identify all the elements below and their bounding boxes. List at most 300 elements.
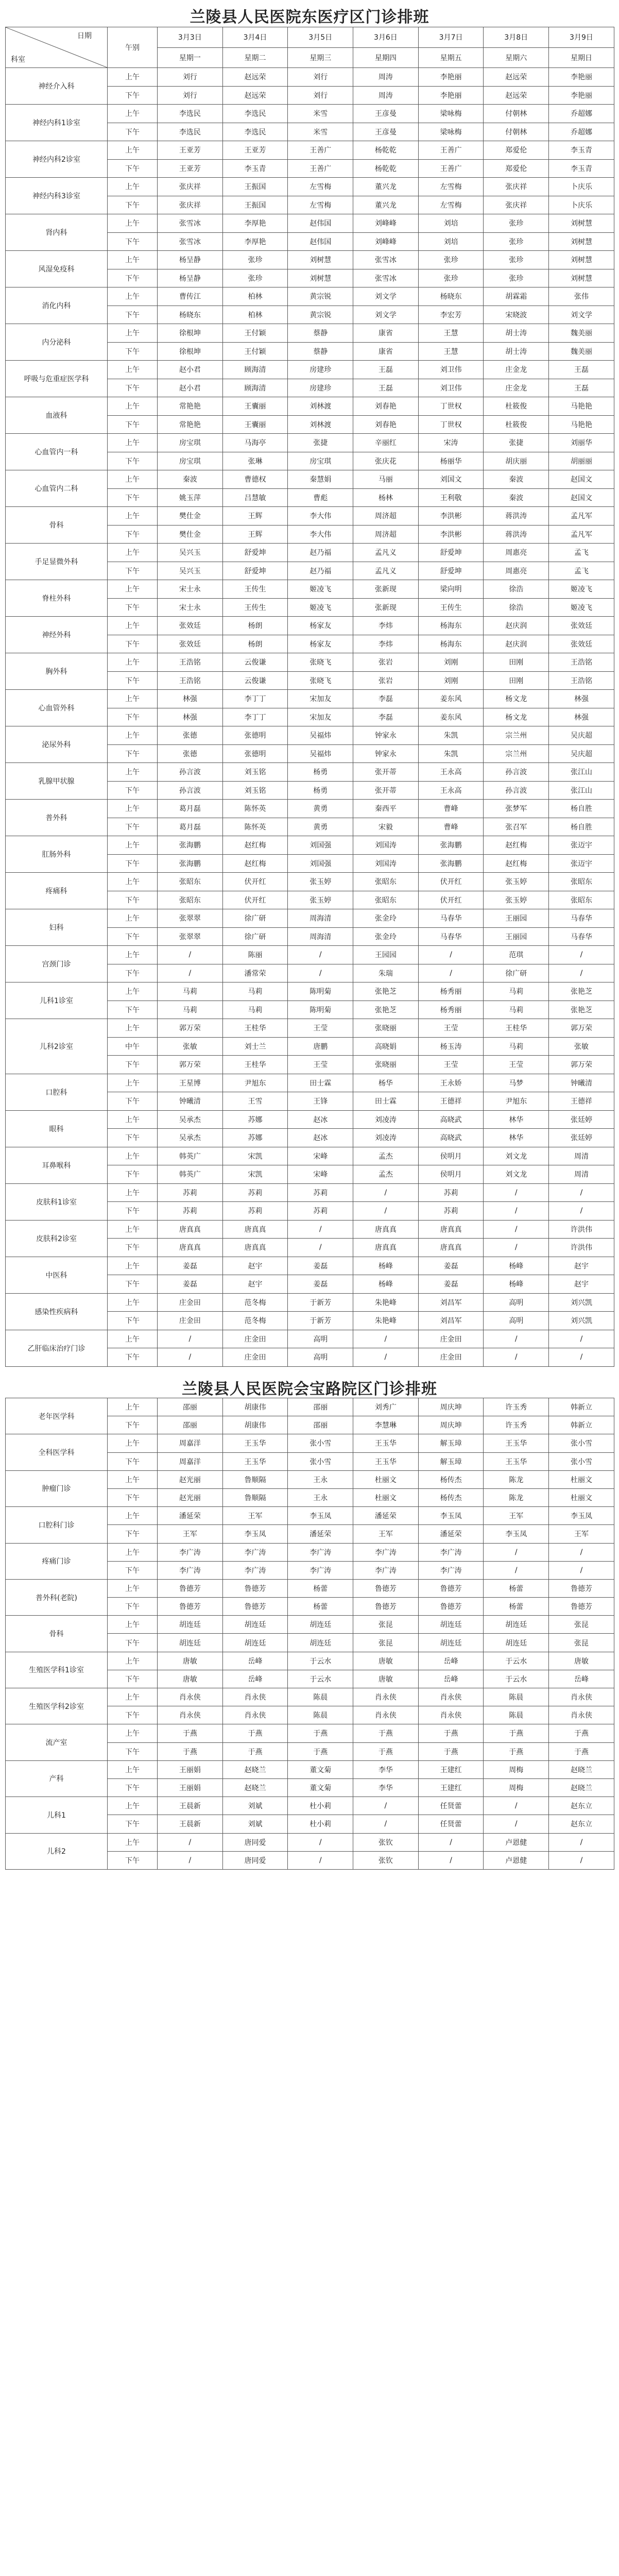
session-cell: 下午 [108, 818, 158, 836]
session-cell: 下午 [108, 306, 158, 324]
doctor-cell: 庄金田 [158, 1312, 223, 1330]
doctor-cell: 张捷 [288, 434, 353, 452]
session-cell: 下午 [108, 1452, 158, 1470]
doctor-cell: 岳峰 [222, 1652, 288, 1670]
table-row [6, 1688, 614, 1706]
doctor-cell: 王付颖 [222, 324, 288, 343]
doctor-cell: 邵丽 [158, 1398, 223, 1416]
doctor-cell: 杨海东 [418, 617, 484, 635]
doctor-cell: 赵晓兰 [549, 1778, 614, 1797]
doctor-cell: 马莉 [158, 1001, 223, 1019]
doctor-cell: 肖永侠 [418, 1688, 484, 1706]
doctor-cell: 王玉华 [353, 1452, 419, 1470]
doctor-cell: 刘国强 [288, 854, 353, 873]
doctor-cell: 秦慧娟 [288, 470, 353, 489]
doctor-cell: 于燕 [158, 1724, 223, 1742]
doctor-cell: 张珍 [484, 214, 549, 233]
doctor-cell: 左雪梅 [418, 178, 484, 196]
doctor-cell: 葛月磊 [158, 800, 223, 818]
doctor-cell: 徐广研 [484, 964, 549, 982]
doctor-cell: 苏莉 [418, 1202, 484, 1221]
doctor-cell: 肖永侠 [418, 1706, 484, 1724]
doctor-cell: 赵国文 [549, 470, 614, 489]
doctor-cell: 范琪 [484, 946, 549, 964]
session-cell: 中午 [108, 1037, 158, 1056]
doctor-cell: / [549, 1183, 614, 1202]
doctor-cell: 杨晓东 [158, 306, 223, 324]
doctor-cell: 康省 [353, 342, 419, 361]
doctor-cell: 胡连廷 [158, 1616, 223, 1634]
department-name: 心血管内二科 [6, 470, 108, 507]
doctor-cell: 朱凯 [418, 744, 484, 763]
doctor-cell: 宗兰州 [484, 744, 549, 763]
doctor-cell: 胡连廷 [222, 1634, 288, 1652]
doctor-cell: 王振国 [222, 178, 288, 196]
doctor-cell: 赵晓兰 [222, 1760, 288, 1778]
doctor-cell: 王玉华 [484, 1452, 549, 1470]
doctor-cell: 李厚艳 [222, 214, 288, 233]
doctor-cell: 于新芳 [288, 1312, 353, 1330]
doctor-cell: 王慧 [418, 324, 484, 343]
session-cell: 上午 [108, 544, 158, 562]
doctor-cell: 王亚芳 [158, 159, 223, 178]
doctor-cell: 吴承杰 [158, 1110, 223, 1129]
doctor-cell: 刘士兰 [222, 1037, 288, 1056]
doctor-cell: 姬凌飞 [288, 580, 353, 599]
doctor-cell: 宋涛 [418, 434, 484, 452]
table-row [6, 1147, 614, 1165]
doctor-cell: 刘峰峰 [353, 214, 419, 233]
doctor-cell: 王囊丽 [222, 415, 288, 434]
doctor-cell: 赵乃福 [288, 544, 353, 562]
department-name: 普外科(老院) [6, 1579, 108, 1615]
doctor-cell: 宋加友 [288, 690, 353, 708]
session-cell: 下午 [108, 1742, 158, 1760]
doctor-cell: 唐真真 [418, 1239, 484, 1257]
doctor-cell: 张海鹏 [418, 836, 484, 855]
doctor-cell: 杨秀丽 [418, 982, 484, 1001]
doctor-cell: 周梅 [484, 1760, 549, 1778]
table-row [6, 946, 614, 964]
doctor-cell: 韩英广 [158, 1147, 223, 1165]
doctor-cell: 肖永侠 [158, 1706, 223, 1724]
session-cell: 上午 [108, 1507, 158, 1525]
table-row [6, 324, 614, 343]
doctor-cell: 蔡静 [288, 342, 353, 361]
doctor-cell: 赵冰 [288, 1110, 353, 1129]
doctor-cell: 刘凌涛 [353, 1129, 419, 1147]
doctor-cell: 赵红梅 [222, 854, 288, 873]
doctor-cell: 杨家友 [288, 635, 353, 653]
doctor-cell: 陈晨 [288, 1688, 353, 1706]
session-cell: 下午 [108, 269, 158, 287]
doctor-cell: 黄勇 [288, 818, 353, 836]
session-cell: 下午 [108, 86, 158, 105]
doctor-cell: / [484, 1797, 549, 1815]
doctor-cell: 张迈宇 [549, 836, 614, 855]
department-name: 疼痛科 [6, 873, 108, 909]
session-cell: 上午 [108, 287, 158, 306]
doctor-cell: 丁世权 [418, 397, 484, 416]
doctor-cell: 刘行 [288, 86, 353, 105]
doctor-cell: / [418, 1833, 484, 1851]
session-cell: 上午 [108, 1724, 158, 1742]
doctor-cell: 韩新立 [549, 1416, 614, 1434]
session-cell: 下午 [108, 1348, 158, 1367]
doctor-cell: 苏莉 [288, 1183, 353, 1202]
doctor-cell: 张召军 [484, 818, 549, 836]
session-cell: 上午 [108, 763, 158, 782]
doctor-cell: 周海清 [288, 909, 353, 928]
doctor-cell: 王慧 [418, 342, 484, 361]
session-cell: 下午 [108, 379, 158, 397]
doctor-cell: / [549, 1348, 614, 1367]
doctor-cell: 孙言波 [484, 763, 549, 782]
doctor-cell: 樊仕金 [158, 507, 223, 526]
department-name: 泌尿外科 [6, 726, 108, 763]
doctor-cell: 姜东风 [418, 708, 484, 726]
doctor-cell: 王莹 [418, 1019, 484, 1038]
doctor-cell: 徐广研 [222, 927, 288, 946]
doctor-cell: 高晓娟 [353, 1037, 419, 1056]
doctor-cell: / [288, 1220, 353, 1239]
doctor-cell: 孙言波 [158, 781, 223, 800]
session-cell: 上午 [108, 1183, 158, 1202]
table-row [6, 1434, 614, 1452]
doctor-cell: 李选民 [222, 105, 288, 123]
doctor-cell: 张珍 [484, 251, 549, 269]
doctor-cell: 柏林 [222, 306, 288, 324]
doctor-cell: / [353, 1348, 419, 1367]
department-name: 肿瘤门诊 [6, 1470, 108, 1506]
session-cell: 下午 [108, 1598, 158, 1616]
doctor-cell: 杜丽文 [353, 1470, 419, 1488]
doctor-cell: 赵红梅 [484, 836, 549, 855]
department-name: 风湿免疫科 [6, 251, 108, 287]
doctor-cell: 苏莉 [158, 1183, 223, 1202]
doctor-cell: 李玉凤 [222, 1525, 288, 1543]
doctor-cell: 赵小君 [158, 379, 223, 397]
session-cell: 上午 [108, 690, 158, 708]
doctor-cell: 杨勇 [288, 781, 353, 800]
dept-axis-label: 科室 [11, 56, 25, 64]
doctor-cell: 鲁顺隔 [222, 1488, 288, 1506]
doctor-cell: 赵晓兰 [549, 1760, 614, 1778]
doctor-cell: 林强 [549, 690, 614, 708]
doctor-cell: 于燕 [418, 1742, 484, 1760]
doctor-cell: 王丽娟 [158, 1760, 223, 1778]
doctor-cell: 庄金田 [418, 1330, 484, 1348]
doctor-cell: 王浩铭 [158, 671, 223, 690]
doctor-cell: 张庆花 [353, 452, 419, 470]
doctor-cell: 李广涛 [353, 1561, 419, 1579]
doctor-cell: 杨乾乾 [353, 141, 419, 160]
doctor-cell: 张昆 [353, 1634, 419, 1652]
department-name: 普外科 [6, 800, 108, 836]
doctor-cell: 张小雪 [549, 1434, 614, 1452]
doctor-cell: 鲁德芳 [418, 1598, 484, 1616]
doctor-cell: 刘树慧 [549, 251, 614, 269]
doctor-cell: 杨峰 [484, 1275, 549, 1294]
department-name: 生殖医学科1诊室 [6, 1652, 108, 1688]
session-cell: 上午 [108, 946, 158, 964]
session-cell: 上午 [108, 214, 158, 233]
session-cell: 下午 [108, 1815, 158, 1833]
session-cell: 下午 [108, 1239, 158, 1257]
doctor-cell: 秦波 [484, 470, 549, 489]
doctor-cell: 鲁德芳 [222, 1579, 288, 1597]
doctor-cell: 王桂华 [222, 1019, 288, 1038]
doctor-cell: 王玉华 [222, 1434, 288, 1452]
doctor-cell: 于燕 [158, 1742, 223, 1760]
doctor-cell: 丁世权 [418, 415, 484, 434]
doctor-cell: 杨乾乾 [353, 159, 419, 178]
doctor-cell: 杨林 [353, 488, 419, 507]
doctor-cell: 杨蕾 [288, 1598, 353, 1616]
doctor-cell: 胡连廷 [288, 1616, 353, 1634]
doctor-cell: / [288, 1239, 353, 1257]
session-cell: 上午 [108, 617, 158, 635]
weekday-header: 星期六 [484, 47, 549, 68]
doctor-cell: 田刚 [484, 671, 549, 690]
doctor-cell: 唐真真 [353, 1220, 419, 1239]
doctor-cell: 魏美丽 [549, 324, 614, 343]
session-cell: 上午 [108, 1760, 158, 1778]
department-name: 儿科2诊室 [6, 1019, 108, 1074]
doctor-cell: 张珍 [484, 232, 549, 251]
table-row [6, 1760, 614, 1778]
doctor-cell: 王丽园 [484, 927, 549, 946]
doctor-cell: / [353, 1815, 419, 1833]
doctor-cell: 鲁德芳 [353, 1598, 419, 1616]
doctor-cell: 黄宗锐 [288, 287, 353, 306]
doctor-cell: 许洪伟 [549, 1239, 614, 1257]
doctor-cell: 张晓丽 [353, 1019, 419, 1038]
doctor-cell: 赵东立 [549, 1815, 614, 1833]
doctor-cell: 王玉华 [222, 1452, 288, 1470]
session-cell: 上午 [108, 1330, 158, 1348]
doctor-cell: 陈晨 [484, 1706, 549, 1724]
doctor-cell: 蒋洪涛 [484, 507, 549, 526]
doctor-cell: 杨自胜 [549, 818, 614, 836]
session-cell: 下午 [108, 488, 158, 507]
department-name: 宫颈门诊 [6, 946, 108, 982]
doctor-cell: / [549, 1851, 614, 1869]
doctor-cell: 刘文学 [353, 287, 419, 306]
table-row [6, 470, 614, 489]
doctor-cell: 钟家永 [353, 744, 419, 763]
doctor-cell: 马艳艳 [549, 415, 614, 434]
doctor-cell: 杨蕾 [288, 1579, 353, 1597]
doctor-cell: 伏开红 [418, 891, 484, 909]
doctor-cell: 孟杰 [353, 1165, 419, 1184]
doctor-cell: 刘国涛 [353, 854, 419, 873]
doctor-cell: 王付颖 [222, 342, 288, 361]
table-row [6, 1833, 614, 1851]
doctor-cell: 秦波 [484, 488, 549, 507]
doctor-cell: 高晓武 [418, 1129, 484, 1147]
doctor-cell: 杨蕾 [484, 1579, 549, 1597]
session-cell: 上午 [108, 1797, 158, 1815]
doctor-cell: / [484, 1348, 549, 1367]
department-name: 妇科 [6, 909, 108, 946]
department-name: 产科 [6, 1760, 108, 1797]
doctor-cell: 苏莉 [418, 1183, 484, 1202]
doctor-cell: 宋毅 [353, 818, 419, 836]
doctor-cell: / [549, 1202, 614, 1221]
doctor-cell: 张玉婷 [288, 891, 353, 909]
doctor-cell: 潘延荣 [353, 1507, 419, 1525]
doctor-cell: 高明 [288, 1330, 353, 1348]
doctor-cell: 王永娇 [418, 1074, 484, 1092]
doctor-cell: 赵红梅 [484, 854, 549, 873]
doctor-cell: 鲁德芳 [353, 1579, 419, 1597]
doctor-cell: 王善广 [288, 159, 353, 178]
doctor-cell: 张昆 [549, 1616, 614, 1634]
session-header: 午别 [108, 27, 158, 68]
department-name: 神经介入科 [6, 68, 108, 105]
session-cell: 上午 [108, 397, 158, 416]
doctor-cell: 樊仕金 [158, 525, 223, 544]
doctor-cell: 张昭东 [549, 891, 614, 909]
doctor-cell: 张迈宇 [549, 854, 614, 873]
doctor-cell: 胡霖霜 [484, 287, 549, 306]
doctor-cell: 胡连廷 [158, 1634, 223, 1652]
doctor-cell: 王军 [353, 1525, 419, 1543]
doctor-cell: 房宝琪 [288, 452, 353, 470]
doctor-cell: 杨峰 [353, 1275, 419, 1294]
doctor-cell: 陈龙 [484, 1488, 549, 1506]
doctor-cell: 杨传杰 [418, 1470, 484, 1488]
doctor-cell: 李玉青 [222, 159, 288, 178]
table-row [6, 1293, 614, 1312]
doctor-cell: 张海鹏 [418, 854, 484, 873]
table-row [6, 507, 614, 526]
doctor-cell: 陈晨 [484, 1688, 549, 1706]
doctor-cell: 刘春艳 [353, 397, 419, 416]
doctor-cell: 于燕 [288, 1742, 353, 1760]
doctor-cell: 李磊 [353, 708, 419, 726]
doctor-cell: / [549, 946, 614, 964]
doctor-cell: 解玉璋 [418, 1452, 484, 1470]
doctor-cell: 姜磊 [418, 1257, 484, 1275]
session-cell: 下午 [108, 1670, 158, 1688]
doctor-cell: 陈怀英 [222, 800, 288, 818]
doctor-cell: 王永高 [418, 763, 484, 782]
doctor-cell: 于燕 [484, 1742, 549, 1760]
doctor-cell: 黄勇 [288, 800, 353, 818]
department-name: 手足显微外科 [6, 544, 108, 580]
doctor-cell: 胡连廷 [222, 1616, 288, 1634]
doctor-cell: 李洪彬 [418, 525, 484, 544]
doctor-cell: 伏开红 [222, 891, 288, 909]
doctor-cell: 于燕 [418, 1724, 484, 1742]
doctor-cell: / [288, 946, 353, 964]
doctor-cell: 刘凌涛 [353, 1110, 419, 1129]
doctor-cell: 张庆祥 [484, 196, 549, 214]
doctor-cell: 李玉青 [549, 141, 614, 160]
weekday-header: 星期二 [222, 47, 288, 68]
doctor-cell: 王辉 [222, 525, 288, 544]
doctor-cell: 姬凌飞 [549, 598, 614, 617]
doctor-cell: 董兴龙 [353, 196, 419, 214]
doctor-cell: 孟凡义 [353, 544, 419, 562]
session-cell: 下午 [108, 635, 158, 653]
doctor-cell: 解玉璋 [418, 1434, 484, 1452]
weekday-header: 星期一 [158, 47, 223, 68]
doctor-cell: 王磊 [353, 361, 419, 379]
doctor-cell: 徐广研 [222, 909, 288, 928]
doctor-cell: 马春华 [418, 909, 484, 928]
doctor-cell: 刘玉铭 [222, 781, 288, 800]
session-cell: 上午 [108, 1220, 158, 1239]
doctor-cell: 唐真真 [158, 1220, 223, 1239]
doctor-cell: 潘常荣 [222, 964, 288, 982]
doctor-cell: 胡庆丽 [484, 452, 549, 470]
doctor-cell: 张昭东 [353, 891, 419, 909]
session-cell: 上午 [108, 507, 158, 526]
doctor-cell: 周济超 [353, 507, 419, 526]
doctor-cell: 刘玉铭 [222, 763, 288, 782]
session-cell: 下午 [108, 232, 158, 251]
doctor-cell: 董文菊 [288, 1778, 353, 1797]
department-name: 老年医学科 [6, 1398, 108, 1434]
doctor-cell: / [288, 1833, 353, 1851]
doctor-cell: 朱艳峰 [353, 1293, 419, 1312]
doctor-cell: 刘兴凯 [549, 1312, 614, 1330]
doctor-cell: / [353, 1183, 419, 1202]
doctor-cell: 刘国强 [288, 836, 353, 855]
doctor-cell: 庄金田 [222, 1330, 288, 1348]
doctor-cell: 王永高 [418, 781, 484, 800]
doctor-cell: 于燕 [549, 1742, 614, 1760]
doctor-cell: 于燕 [484, 1724, 549, 1742]
table-row [6, 617, 614, 635]
title-east-district: 兰陵县人民医院东医疗区门诊排班 [190, 8, 429, 26]
doctor-cell: 董兴龙 [353, 178, 419, 196]
doctor-cell: 顾海清 [222, 361, 288, 379]
doctor-cell: 徐浩 [484, 598, 549, 617]
doctor-cell: 张庆祥 [484, 178, 549, 196]
doctor-cell: 房宝琪 [158, 452, 223, 470]
doctor-cell: 伏开红 [418, 873, 484, 891]
table-row [6, 873, 614, 891]
session-cell: 上午 [108, 909, 158, 928]
session-cell: 下午 [108, 562, 158, 580]
session-cell: 上午 [108, 800, 158, 818]
table-row [6, 141, 614, 160]
doctor-cell: 李磊 [353, 690, 419, 708]
session-cell: 下午 [108, 452, 158, 470]
department-name: 中医科 [6, 1257, 108, 1293]
session-cell: 下午 [108, 415, 158, 434]
doctor-cell: 卢恩健 [484, 1851, 549, 1869]
doctor-cell: 张翠翠 [158, 927, 223, 946]
department-name: 脊柱外科 [6, 580, 108, 617]
doctor-cell: 李广涛 [222, 1561, 288, 1579]
doctor-cell: 辛丽红 [353, 434, 419, 452]
doctor-cell: 伏开红 [222, 873, 288, 891]
doctor-cell: 王军 [484, 1507, 549, 1525]
session-cell: 下午 [108, 1275, 158, 1294]
doctor-cell: 房宝琪 [158, 434, 223, 452]
doctor-cell: 张小雪 [288, 1434, 353, 1452]
doctor-cell: / [158, 946, 223, 964]
doctor-cell: 赵庆润 [484, 635, 549, 653]
doctor-cell: 李广涛 [158, 1543, 223, 1561]
doctor-cell: 宋士永 [158, 598, 223, 617]
corner-header [6, 27, 108, 68]
